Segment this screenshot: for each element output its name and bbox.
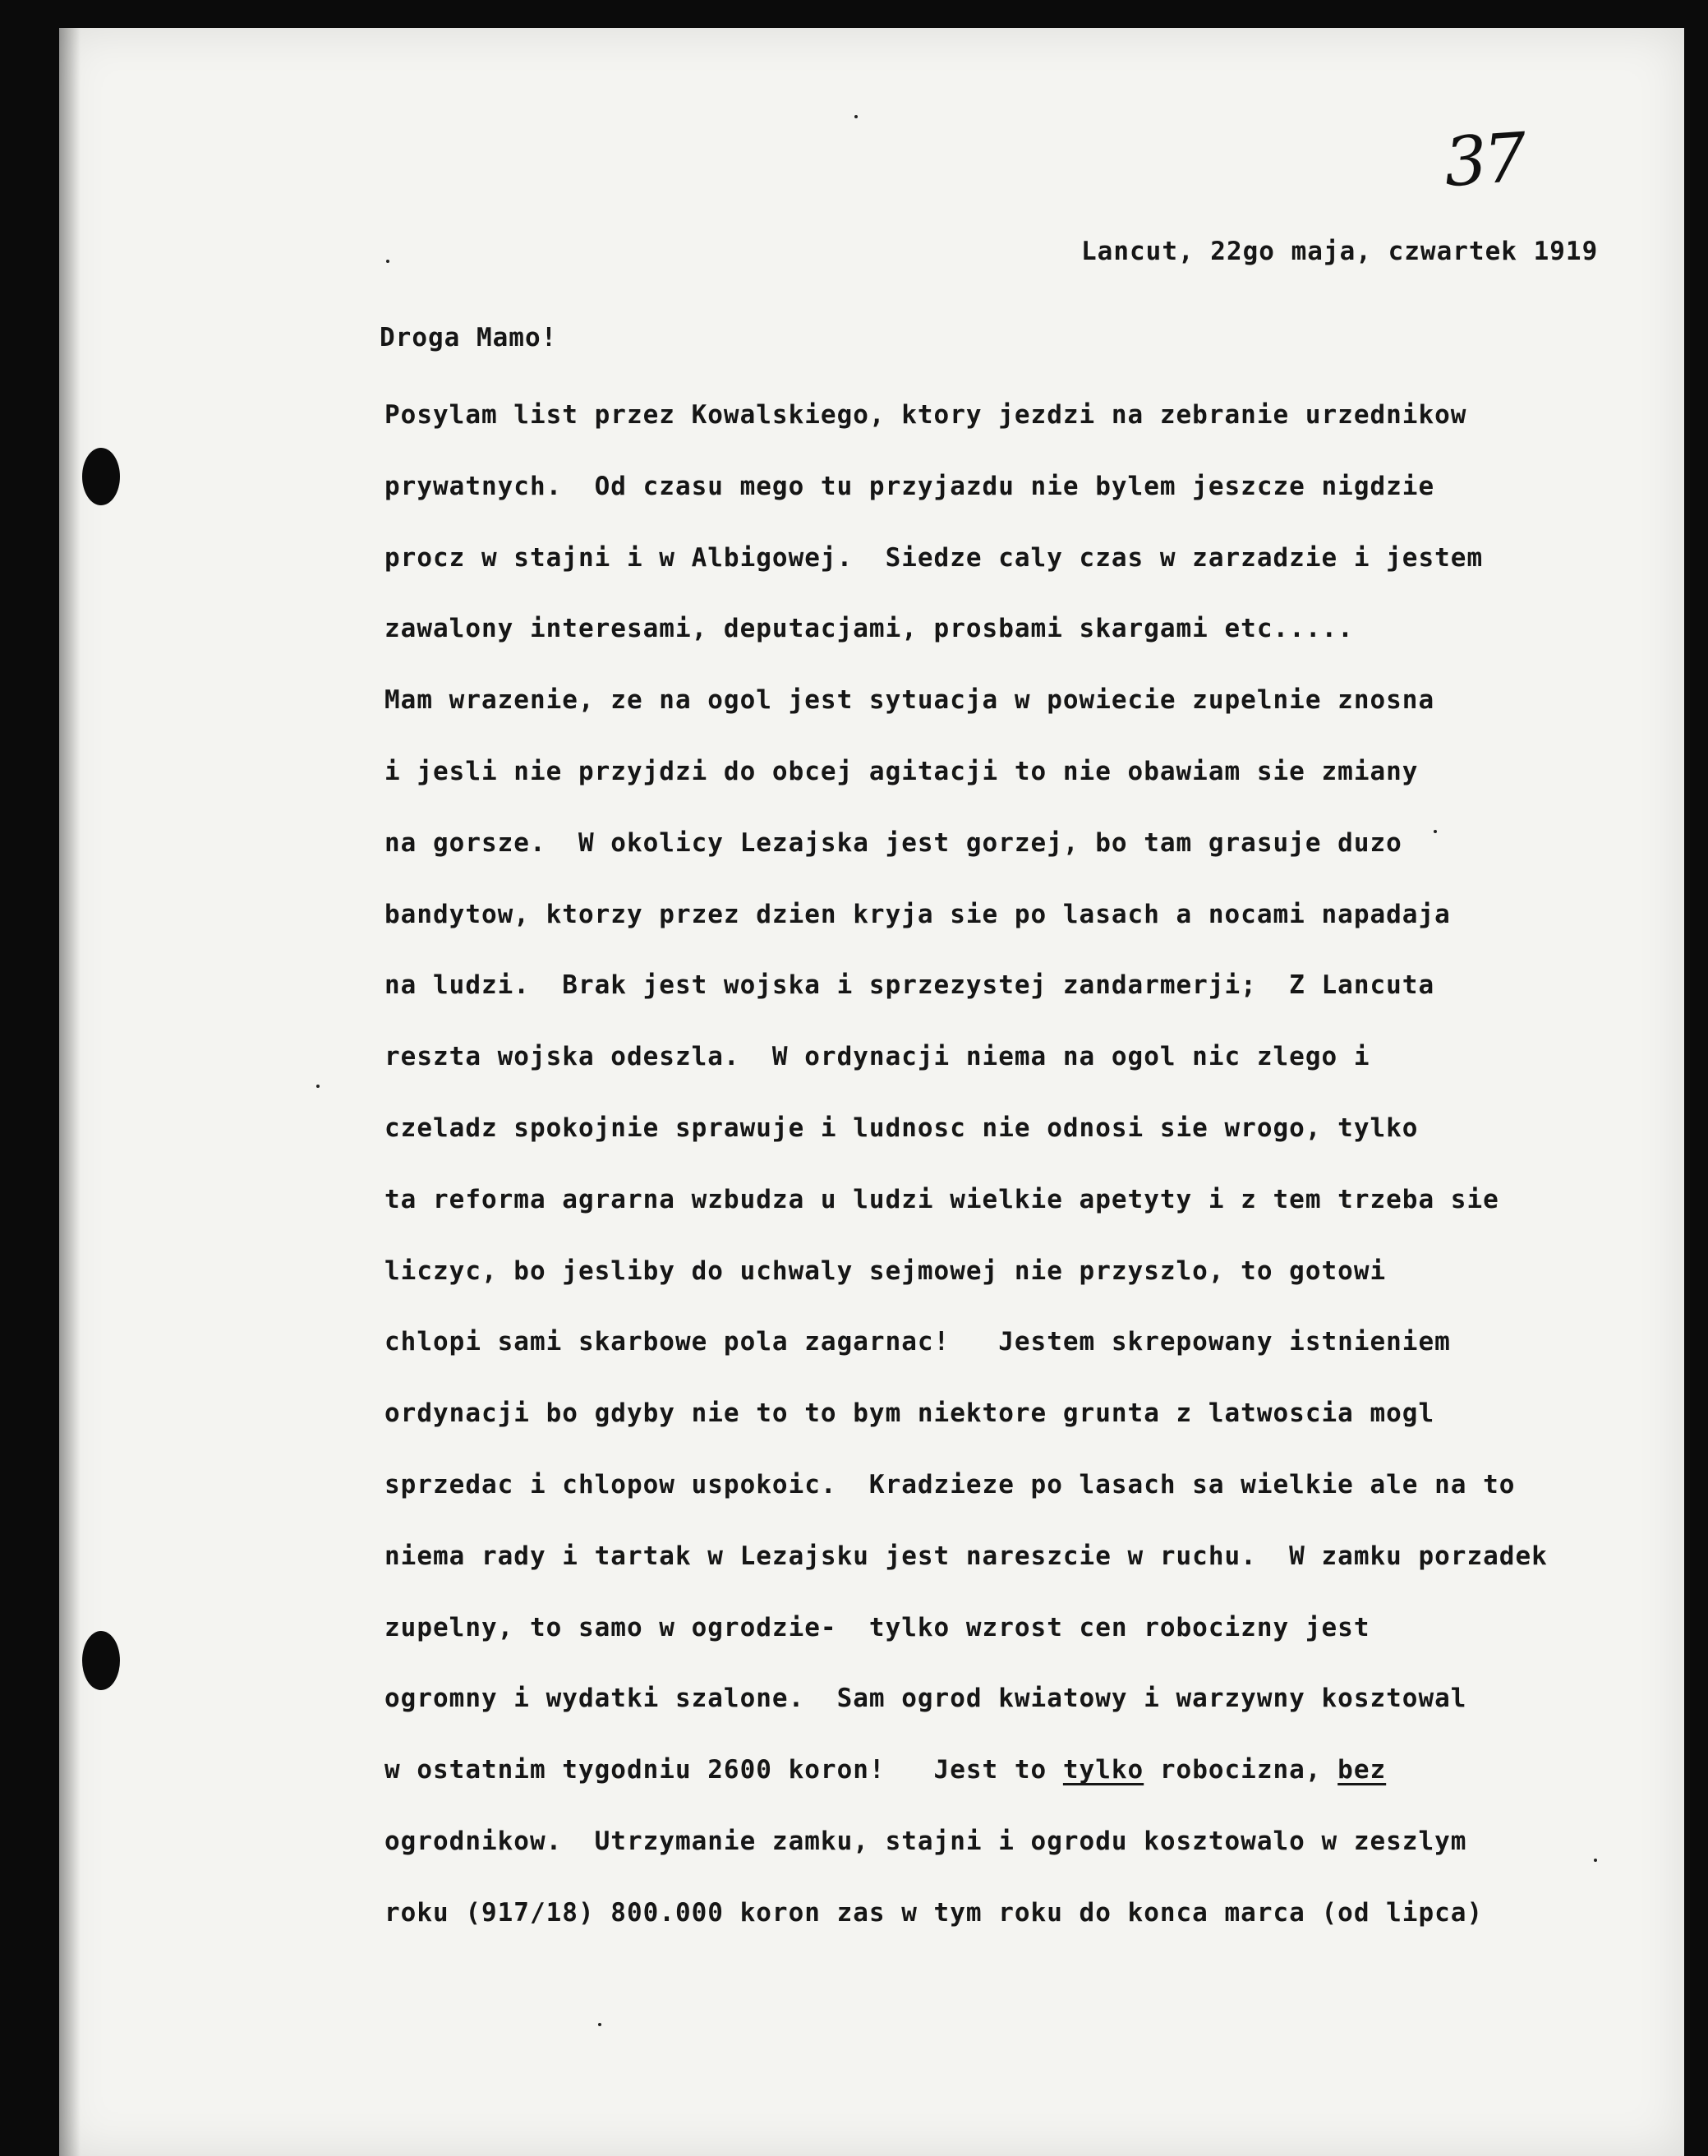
dateline: Lancut, 22go maja, czwartek 1919 [1081,237,1599,266]
body-line: w ostatnim tygodniu 2600 koron! Jest to tylko robocizna, bez [384,1755,1387,1785]
paper-speck [598,2023,601,2026]
body-line: procz w stajni i w Albigowej. Siedze caly czas w zarzadzie i jestem [384,542,1484,573]
letter-body [384,380,1633,1949]
body-line: roku (917/18) 800.000 koron zas w tym roku do konca marca (od lipca) [384,1897,1484,1928]
paper-speck [1434,830,1437,833]
body-line: na gorsze. W okolicy Lezajska jest gorzej, bo tam grasuje duzo [384,827,1402,858]
body-line: ogromny i wydatki szalone. Sam ogrod kwiatowy i warzywny kosztowal [384,1684,1467,1714]
body-line: liczyc, bo jesliby do uchwaly sejmowej nie przyszlo, to gotowi [384,1255,1387,1286]
body-line: Posylam list przez Kowalskiego, ktory jezdzi na zebranie urzednikow [384,400,1467,430]
folio-number: 37 [1441,118,1526,203]
body-line: na ludzi. Brak jest wojska i sprzezystej zandarmerji; Z Lancuta [384,970,1435,1001]
paper-speck [854,115,858,118]
body-line: Mam wrazenie, ze na ogol jest sytuacja w powiecie zupelnie znosna [384,685,1435,716]
body-line: bandytow, ktorzy przez dzien kryja sie po lasach a nocami napadaja [384,899,1451,929]
punch-hole-upper [82,448,120,505]
body-line: prywatnych. Od czasu mego tu przyjazdu nie bylem jeszcze nigdzie [384,471,1435,501]
body-line: ogrodnikow. Utrzymanie zamku, stajni i ogrodu kosztowalo w zeszlym [384,1826,1467,1856]
body-line: sprzedac i chlopow uspokoic. Kradzieze po lasach sa wielkie ale na to [384,1469,1516,1500]
body-line: reszta wojska odeszla. W ordynacji niema na ogol nic zlego i [384,1042,1370,1072]
body-line: i jesli nie przyjdzi do obcej agitacji to nie obawiam sie zmiany [384,756,1419,786]
paper-speck [1594,1859,1597,1862]
paper-speck [386,260,389,263]
body-line: niema rady i tartak w Lezajsku jest nareszcie w ruchu. W zamku porzadek [384,1541,1548,1571]
body-line: ta reforma agrarna wzbudza u ludzi wielkie apetyty i z tem trzeba sie [384,1184,1499,1214]
body-line: czeladz spokojnie sprawuje i ludnosc nie odnosi sie wrogo, tylko [384,1113,1419,1143]
body-line: chlopi sami skarbowe pola zagarnac! Jestem skrepowany istnieniem [384,1327,1451,1357]
paper-speck [316,1085,320,1088]
salutation: Droga Mamo! [380,323,558,352]
punch-hole-lower [82,1631,120,1690]
body-line: zupelny, to samo w ogrodzie- tylko wzrost cen robocizny jest [384,1612,1370,1642]
body-line: ordynacji bo gdyby nie to to bym niektore grunta z latwoscia mogl [384,1398,1435,1429]
body-line: zawalony interesami, deputacjami, prosbami skargami etc..... [384,614,1354,644]
